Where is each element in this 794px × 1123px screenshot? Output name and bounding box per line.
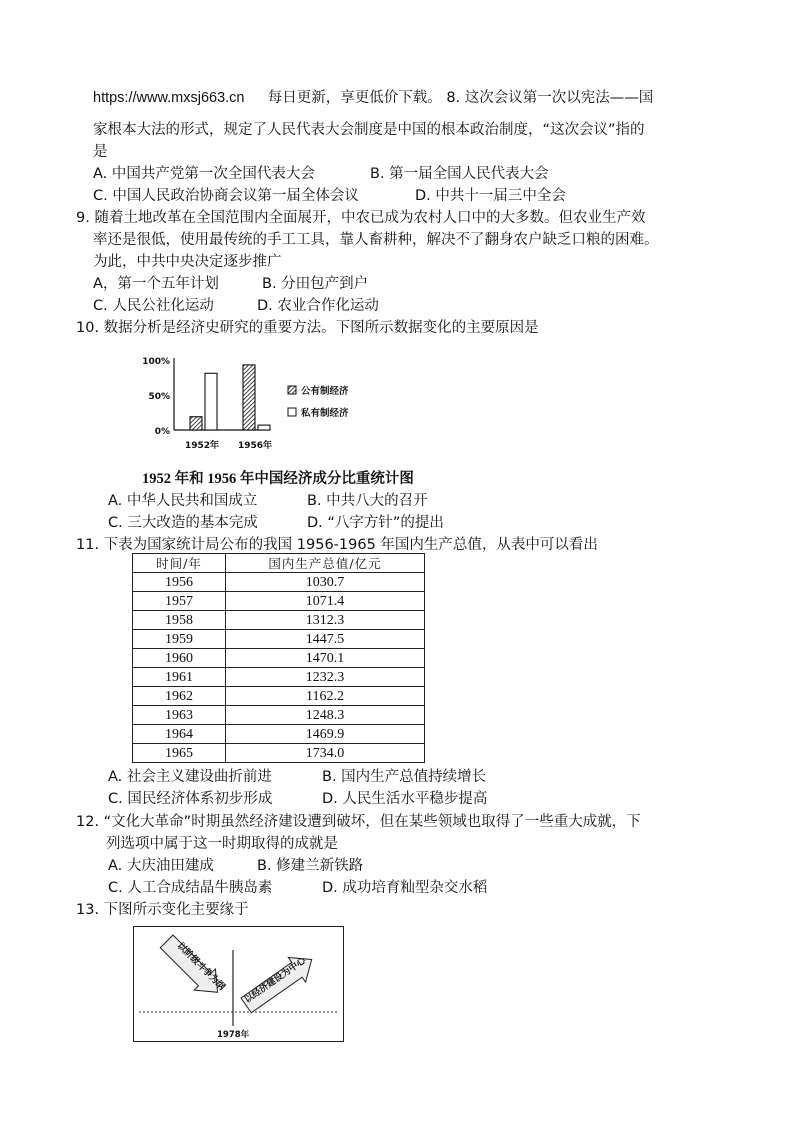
year-label: 1978年 [217,1030,250,1040]
q12-options-row1 [108,856,363,876]
q8-option-a[interactable]: A. 中国共产党第一次全国代表大会 [93,166,315,182]
table-row [133,649,425,668]
table-cell-year: 1964 [133,725,226,744]
q11-option-a[interactable]: A. 社会主义建设曲折前进 [108,769,272,785]
q10-option-b[interactable]: B. 中共八大的召开 [307,493,428,509]
q9-stem-line2: 率还是很低，使用最传统的手工工具，靠人畜耕种，解决不了翻身农户缺乏口粮的困难。 [93,232,659,248]
policy-shift-figure [133,926,346,1043]
q12-stem: “文化大革命”时期虽然经济建设遭到破坏，但在某些领域也取得了一些重大成就，下 [103,814,641,830]
bar-private-0 [205,373,217,430]
q8-stem: 这次会议第一次以宪法——国 [464,90,654,106]
table-row [133,725,425,744]
q10-option-a[interactable]: A. 中华人民共和国成立 [108,493,258,509]
q9-stem-line3: 为此，中共中央决定逐步推广 [93,254,282,270]
table-cell-gdp: 1469.9 [226,725,425,744]
q11-option-d[interactable]: D. 人民生活水平稳步提高 [322,791,488,807]
q10-stem-line [76,318,539,338]
table-cell-gdp: 1232.3 [226,668,425,687]
q12-stem-line1 [76,812,641,832]
table-cell-year: 1962 [133,687,226,706]
legend-swatch [288,408,296,416]
q8-stem-line2: 家根本大法的形式，规定了人民代表大会制度是中国的根本政治制度，“这次会议”指的 [93,122,645,138]
q10-chart-caption: 1952 年和 1956 年中国经济成分比重统计图 [142,471,414,487]
q8-option-d[interactable]: D. 中共十一届三中全会 [415,188,566,204]
q8-option-b[interactable]: B. 第一届全国人民代表大会 [370,166,549,182]
x-tick-label: 1952年 [184,441,220,451]
y-tick-label: 100% [142,357,170,367]
q13-number: 13. [76,902,100,918]
table-row [133,706,425,725]
q12-option-a[interactable]: A. 大庆油田建成 [108,858,214,874]
q9-number: 9. [76,210,90,226]
q11-options-row2 [108,789,487,809]
table-row [133,573,425,592]
x-tick-label: 1956年 [237,441,273,451]
table-row [133,687,425,706]
table-cell-year: 1961 [133,668,226,687]
q10-options-row1 [108,491,428,511]
table-cell-gdp: 1162.2 [226,687,425,706]
bar-public-1 [243,365,255,430]
update-notice: 每日更新，享更低价下载。 [267,90,442,106]
economy-bar-chart [140,350,380,460]
y-tick-label: 50% [148,392,170,402]
table-row [133,611,425,630]
table-cell-gdp: 1071.4 [226,592,425,611]
q9-options-row1 [93,274,368,294]
table-row [133,744,425,763]
legend-label: 私有制经济 [301,408,349,419]
table-cell-year: 1956 [133,573,226,592]
q11-option-c[interactable]: C. 国民经济体系初步形成 [108,791,273,807]
table-cell-gdp: 1030.7 [226,573,425,592]
table-row [133,630,425,649]
legend-label: 公有制经济 [301,386,349,397]
q12-stem-line2: 列选项中属于这一时期取得的成就是 [106,836,338,852]
table-cell-year: 1959 [133,630,226,649]
table-cell-gdp: 1312.3 [226,611,425,630]
q10-option-c[interactable]: C. 三大改造的基本完成 [108,515,258,531]
q9-option-c[interactable]: C. 人民公社化运动 [93,298,214,314]
q10-number: 10. [76,320,100,336]
q9-option-a[interactable]: A，第一个五年计划 [93,276,219,292]
q8-options-row1 [93,164,549,184]
table-header-gdp: 国内生产总值/亿元 [226,554,425,573]
q12-number: 12. [76,814,100,830]
header-line [93,88,653,108]
q12-option-c[interactable]: C. 人工合成结晶牛胰岛素 [108,880,273,896]
table-header-row [133,554,425,573]
arrow-left-label: 以阶级斗争为纲 [174,941,227,993]
table-header-year: 时间/年 [133,554,226,573]
y-tick-label: 0% [154,427,170,437]
q13-stem-line [76,900,249,920]
q10-stem: 数据分析是经济史研究的重要方法。下图所示数据变化的主要原因是 [103,320,539,336]
q9-option-d[interactable]: D. 农业合作化运动 [257,298,379,314]
table-row [133,592,425,611]
bar-public-0 [190,417,202,430]
q9-stem: 随着土地改革在全国范围内全面展开，中农已成为农村人口中的大多数。但农业生产效 [94,210,646,226]
source-url[interactable]: https://www.mxsj663.cn [93,90,245,106]
q9-options-row2 [93,296,379,316]
q12-options-row2 [108,878,487,898]
q11-options-row1 [108,767,486,787]
table-row [133,668,425,687]
legend-swatch [288,386,296,394]
gdp-table [132,553,425,763]
table-cell-year: 1960 [133,649,226,668]
q12-option-b[interactable]: B. 修建兰新铁路 [257,858,364,874]
q8-number: 8. [446,90,461,106]
table-cell-year: 1965 [133,744,226,763]
bar-private-1 [258,425,270,430]
q10-options-row2 [108,513,444,533]
table-cell-year: 1963 [133,706,226,725]
q9-option-b[interactable]: B. 分田包产到户 [262,276,369,292]
q11-number: 11. [76,537,100,553]
arrow-right-label: 以经济建设为中心 [242,955,308,1006]
q10-option-d[interactable]: D. “八字方针”的提出 [307,515,444,531]
q8-stem-line3: 是 [93,144,108,160]
q11-stem-line [76,535,598,555]
q8-option-c[interactable]: C. 中国人民政治协商会议第一届全体会议 [93,188,359,204]
q11-stem: 下表为国家统计局公布的我国 1956-1965 年国内生产总值，从表中可以看出 [103,537,598,553]
table-cell-gdp: 1447.5 [226,630,425,649]
table-cell-gdp: 1470.1 [226,649,425,668]
q9-stem-line1 [76,208,645,228]
table-cell-year: 1958 [133,611,226,630]
table-cell-gdp: 1248.3 [226,706,425,725]
table-cell-gdp: 1734.0 [226,744,425,763]
table-cell-year: 1957 [133,592,226,611]
q12-option-d[interactable]: D. 成功培育籼型杂交水稻 [322,880,488,896]
q8-options-row2 [93,186,566,206]
q11-option-b[interactable]: B. 国内生产总值持续增长 [322,769,487,785]
q13-stem: 下图所示变化主要缘于 [103,902,249,918]
